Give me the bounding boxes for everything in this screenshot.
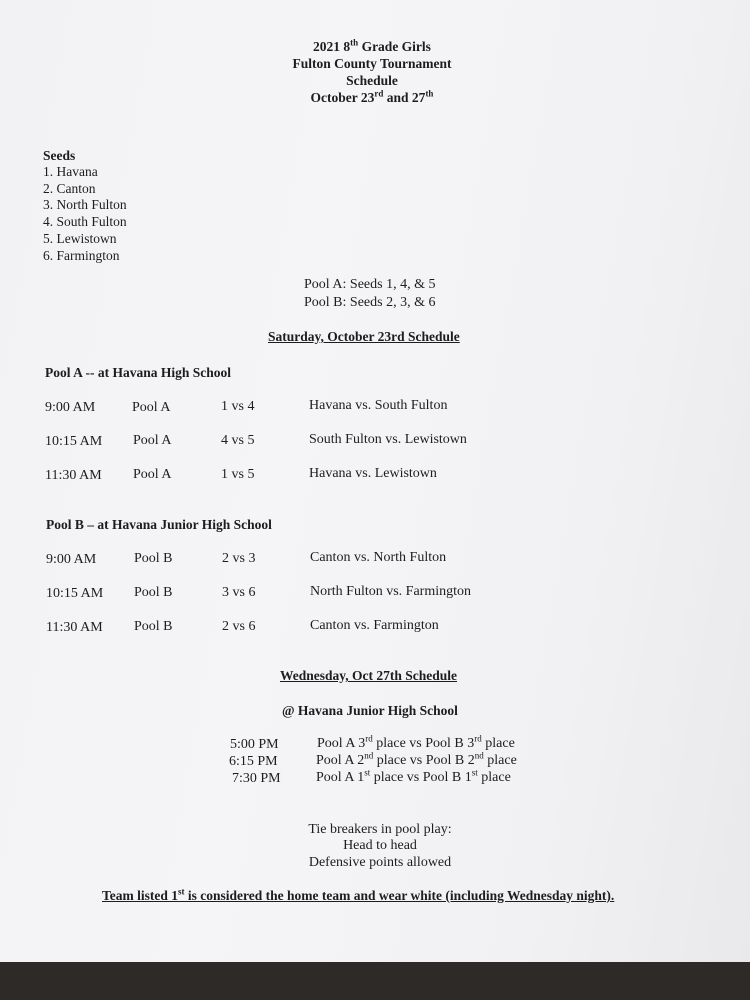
game-time: 11:30 AM bbox=[45, 468, 102, 483]
table-surface bbox=[0, 962, 750, 1000]
game-seeds: 4 vs 5 bbox=[221, 433, 255, 448]
tiebreaker-item: Head to head bbox=[343, 838, 417, 853]
seeds-heading: Seeds bbox=[43, 148, 76, 163]
title-dates: October 23rd and 27th bbox=[310, 88, 434, 105]
game-pool: Pool B bbox=[134, 619, 173, 634]
game-time: 9:00 AM bbox=[45, 400, 96, 415]
game-pool: Pool A bbox=[132, 400, 171, 415]
seed-item: 1. Havana bbox=[43, 164, 98, 179]
game-teams: North Fulton vs. Farmington bbox=[310, 584, 472, 599]
wednesday-heading: Wednesday, Oct 27th Schedule bbox=[280, 668, 458, 683]
game-pool: Pool A bbox=[133, 467, 172, 482]
title-year-line: 2021 8th Grade Girls bbox=[313, 37, 431, 54]
seed-item: 3. North Fulton bbox=[43, 197, 127, 212]
game-pool: Pool A bbox=[133, 433, 172, 448]
game-matchup: Pool A 2nd place vs Pool B 2nd place bbox=[316, 750, 517, 768]
pool-b-heading: Pool B – at Havana Junior High School bbox=[46, 517, 272, 532]
wednesday-location: @ Havana Junior High School bbox=[282, 703, 458, 718]
title-schedule: Schedule bbox=[346, 73, 398, 88]
game-seeds: 3 vs 6 bbox=[222, 585, 256, 600]
seed-item: 2. Canton bbox=[43, 181, 96, 196]
game-pool: Pool B bbox=[134, 585, 173, 600]
game-time: 11:30 AM bbox=[46, 620, 103, 635]
game-time: 10:15 AM bbox=[46, 586, 104, 601]
game-teams: Havana vs. South Fulton bbox=[309, 398, 448, 413]
pool-a-seeds: Pool A: Seeds 1, 4, & 5 bbox=[304, 277, 436, 292]
tiebreaker-item: Defensive points allowed bbox=[308, 855, 452, 870]
game-matchup: Pool A 1st place vs Pool B 1st place bbox=[316, 767, 511, 785]
tiebreakers-heading: Tie breakers in pool play: bbox=[308, 822, 452, 837]
game-teams: Havana vs. Lewistown bbox=[309, 466, 437, 481]
game-teams: Canton vs. North Fulton bbox=[310, 550, 447, 565]
game-time: 6:15 PM bbox=[229, 754, 278, 769]
game-pool: Pool B bbox=[134, 551, 173, 566]
pool-b-seeds: Pool B: Seeds 2, 3, & 6 bbox=[304, 295, 436, 310]
seed-item: 5. Lewistown bbox=[43, 231, 117, 246]
game-time: 10:15 AM bbox=[45, 434, 103, 449]
seed-item: 4. South Fulton bbox=[43, 214, 127, 229]
game-time: 7:30 PM bbox=[232, 771, 281, 786]
game-seeds: 2 vs 3 bbox=[222, 551, 256, 566]
game-matchup: Pool A 3rd place vs Pool B 3rd place bbox=[317, 733, 515, 751]
seed-item: 6. Farmington bbox=[43, 248, 120, 263]
home-team-note: Team listed 1st is considered the home team and wear white (including Wednesday night). bbox=[102, 886, 615, 903]
game-time: 9:00 AM bbox=[46, 552, 97, 567]
title-tournament: Fulton County Tournament bbox=[292, 56, 452, 71]
game-teams: South Fulton vs. Lewistown bbox=[309, 432, 467, 447]
game-seeds: 1 vs 4 bbox=[221, 399, 255, 414]
game-teams: Canton vs. Farmington bbox=[310, 618, 439, 633]
game-seeds: 2 vs 6 bbox=[222, 619, 256, 634]
pool-a-heading: Pool A -- at Havana High School bbox=[45, 365, 232, 380]
game-time: 5:00 PM bbox=[230, 737, 279, 752]
game-seeds: 1 vs 5 bbox=[221, 467, 255, 482]
saturday-heading: Saturday, October 23rd Schedule bbox=[268, 329, 460, 344]
